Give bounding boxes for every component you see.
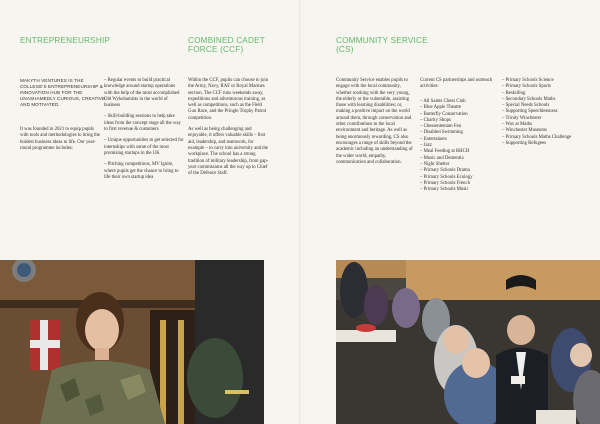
entrepreneurship-heading: ENTREPRENEURSHIP [20,36,111,45]
list-item: – Primary Schools French [420,181,500,187]
list-item: – Disabled Swimming [420,130,500,136]
list-item: – Entertainers [420,137,500,143]
community-paragraph: Community Service enables pupils to engage with the local community, whether working with the very young, the elderly or the vulnerable, assisting those with learning disabilities; or, making a positive impact on the world around them, through conservation and other contributions to the local environment and heritage. As well as being enormously rewarding, CS also encourages a range of skills beyond the academic including an understanding of the wider world, empathy, communication and collaboration. [336,78,413,165]
list-item: – Reskilling [502,91,588,97]
entrepreneurship-paragraph: It was founded in 2021 to equip pupils with tools and methodologies to bring the boldest business ideas to life. Our year-round programme includes: [20,127,100,151]
partners-intro: Current CS partnerships and outreach activities: [420,78,493,90]
list-item: – Chessententam Fen [420,124,500,130]
list-item: – Wax at Maths [502,122,588,128]
cadet-photo-image [0,260,264,424]
entrepreneurship-intro: MAKYTH VENTURES IS THE COLLEGE’S ENTREPRENEURSHIP & INNOVATION HUB FOR THE UNASHAMEDLY CURIOUS, CREATIVE AND MOTIVATED. [20,78,106,108]
list-item: – Supporting Refugees [502,141,588,147]
list-item: – Night Shelter [420,162,500,168]
list-item: – Regular events to build practical knowledge around startup operations with the help of the most accomplished Old Wykehamists in the world of business [104,78,184,109]
ccf-heading: COMBINED CADET FORCE (CCF) [188,36,265,54]
list-item: – Special Needs Schools [502,103,588,109]
list-item: – Jazz [420,143,500,149]
list-item: – Blue Apple Theatre [420,105,500,111]
community-heading: COMMUNITY SERVICE (CS) [336,36,428,54]
list-item: – Secondary Schools Maths [502,97,588,103]
list-item: – Pitching competitions, MV Ignite, where pupils get the chance to bring to life their own startup idea [104,162,184,181]
ccf-paragraph: Within the CCF, pupils can choose to join the Army, Navy, RAF or Royal Marines section. The CCF runs weekends away, expeditions and adventurous training, as well as competitions, such as the Field Gun Race, and the Pringle Trophy Patrol competition. [188,78,269,121]
list-item: – Butterfly Conservation [420,112,500,118]
partners-list-2 [502,78,588,147]
list-item: – Unique opportunities to get selected for internships with some of the most promising startups in the UK [104,138,184,157]
list-item: – Music and Dementia [420,156,500,162]
list-item: – Primary Schools Maths Challenge [502,135,588,141]
list-item: – Charity Shops [420,118,500,124]
list-item: – Meal Feeding at RHCH [420,149,500,155]
list-item: – Primary Schools Ecology [420,175,500,181]
partners-list-1 [420,99,500,193]
list-item: – Primary Schools Music [420,187,500,193]
list-item: – All Saints Chess Club [420,99,500,105]
list-item: – Skill-building sessions to help take ideas from the concept stage all the way to first revenue & customers [104,114,184,133]
list-item: – Trinity Winchester [502,116,588,122]
community-photo [336,260,600,424]
list-item: – Primary Schools Sports [502,84,588,90]
list-item: – Primary Schools Drama [420,168,500,174]
list-item: – Supporting Speechlessness [502,109,588,115]
cadet-photo [0,260,264,424]
list-item: – Primary Schools Science [502,78,588,84]
ccf-paragraph: As well as being challenging and enjoyable, it offers valuable skills – first aid, leadership, and teamwork, for example – to carry into university and the workplace. The school has a strong tradition of military leadership, from gap-year commissions all the way up to Chief of the Defence Staff. [188,127,269,177]
community-photo-image [336,260,600,424]
entrepreneurship-list [104,78,184,181]
ccf-body [188,78,270,182]
list-item: – Winchester Museums [502,128,588,134]
